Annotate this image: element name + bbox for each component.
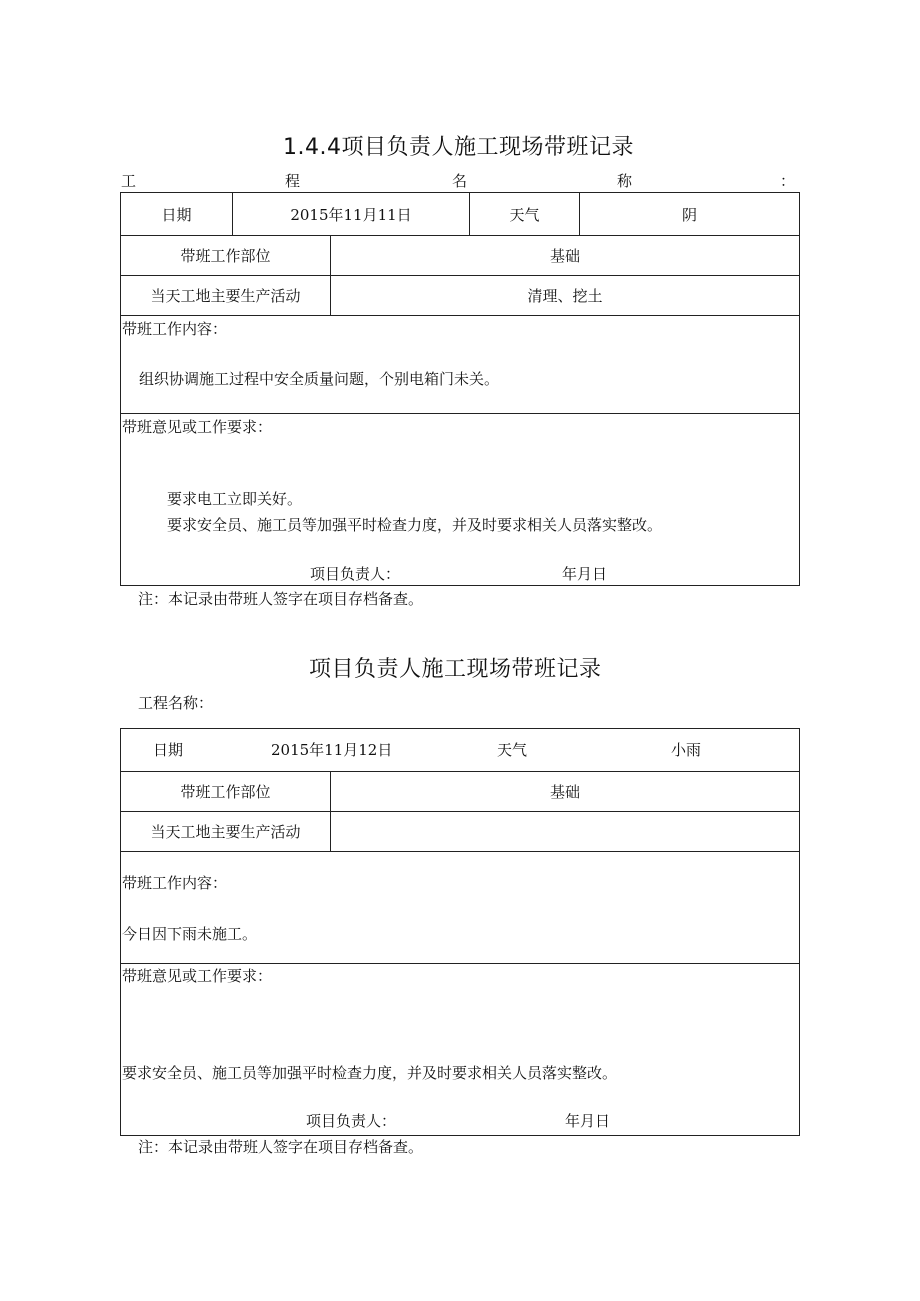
project-label-char: 称 [617,172,633,190]
project-label-char: 程 [285,172,301,190]
record2-content-label: 带班工作内容： [122,874,228,892]
record2-location-value: 基础 [549,783,580,801]
project-label-char: ： [780,172,796,190]
record1-content-text: 组织协调施工过程中安全质量问题，个别电箱门未关。 [139,370,500,388]
record2-title: 项目负责人施工现场带班记录 [309,657,602,682]
record1-activity-label: 当天工地主要生产活动 [150,287,301,305]
record2-project-name-label: 工程名称： [138,694,214,712]
record2-date-value: 2015年11月12日 [271,741,393,759]
record2-date-label: 日期 [153,741,184,759]
record2-content-text: 今日因下雨未施工。 [122,925,258,943]
project-label-char: 工 [121,172,137,190]
project-label-char: 名 [452,172,468,190]
record1-weather-value: 阴 [681,205,697,224]
record1-location-label: 带班工作部位 [180,247,271,265]
record2-note: 注：本记录由带班人签字在项目存档备查。 [138,1138,424,1156]
record1-date-value: 2015年11月11日 [290,205,412,224]
record2-opinion-line1: 要求安全员、施工员等加强平时检查力度，并及时要求相关人员落实整改。 [122,1064,618,1082]
record2-weather-value: 小雨 [671,741,702,759]
record2-location-label: 带班工作部位 [180,783,271,801]
record1-date-label: 日期 [161,205,192,224]
record1-location-value: 基础 [549,247,580,265]
record1-activity-value: 清理、挖土 [527,287,603,305]
record2-activity-value [331,812,799,851]
record2-weather-label: 天气 [497,741,528,759]
record2-date-sign: 年月日 [565,1112,611,1130]
record1-opinion-line2: 要求安全员、施工员等加强平时检查力度，并及时要求相关人员落实整改。 [167,516,663,534]
record1-content-label: 带班工作内容： [122,320,228,338]
record2-activity-label: 当天工地主要生产活动 [150,823,301,841]
record1-opinion-line1: 要求电工立即关好。 [167,490,303,508]
record1-opinion-label: 带班意见或工作要求： [122,418,273,436]
record2-manager-label: 项目负责人： [306,1112,397,1130]
record1-manager-label: 项目负责人： [310,565,401,583]
record1-title: 1.4.4项目负责人施工现场带班记录 [283,135,634,160]
record1-weather-label: 天气 [509,205,540,224]
record1-date-sign: 年月日 [562,565,608,583]
record2-opinion-label: 带班意见或工作要求： [122,967,273,985]
record1-note: 注：本记录由带班人签字在项目存档备查。 [138,590,424,608]
